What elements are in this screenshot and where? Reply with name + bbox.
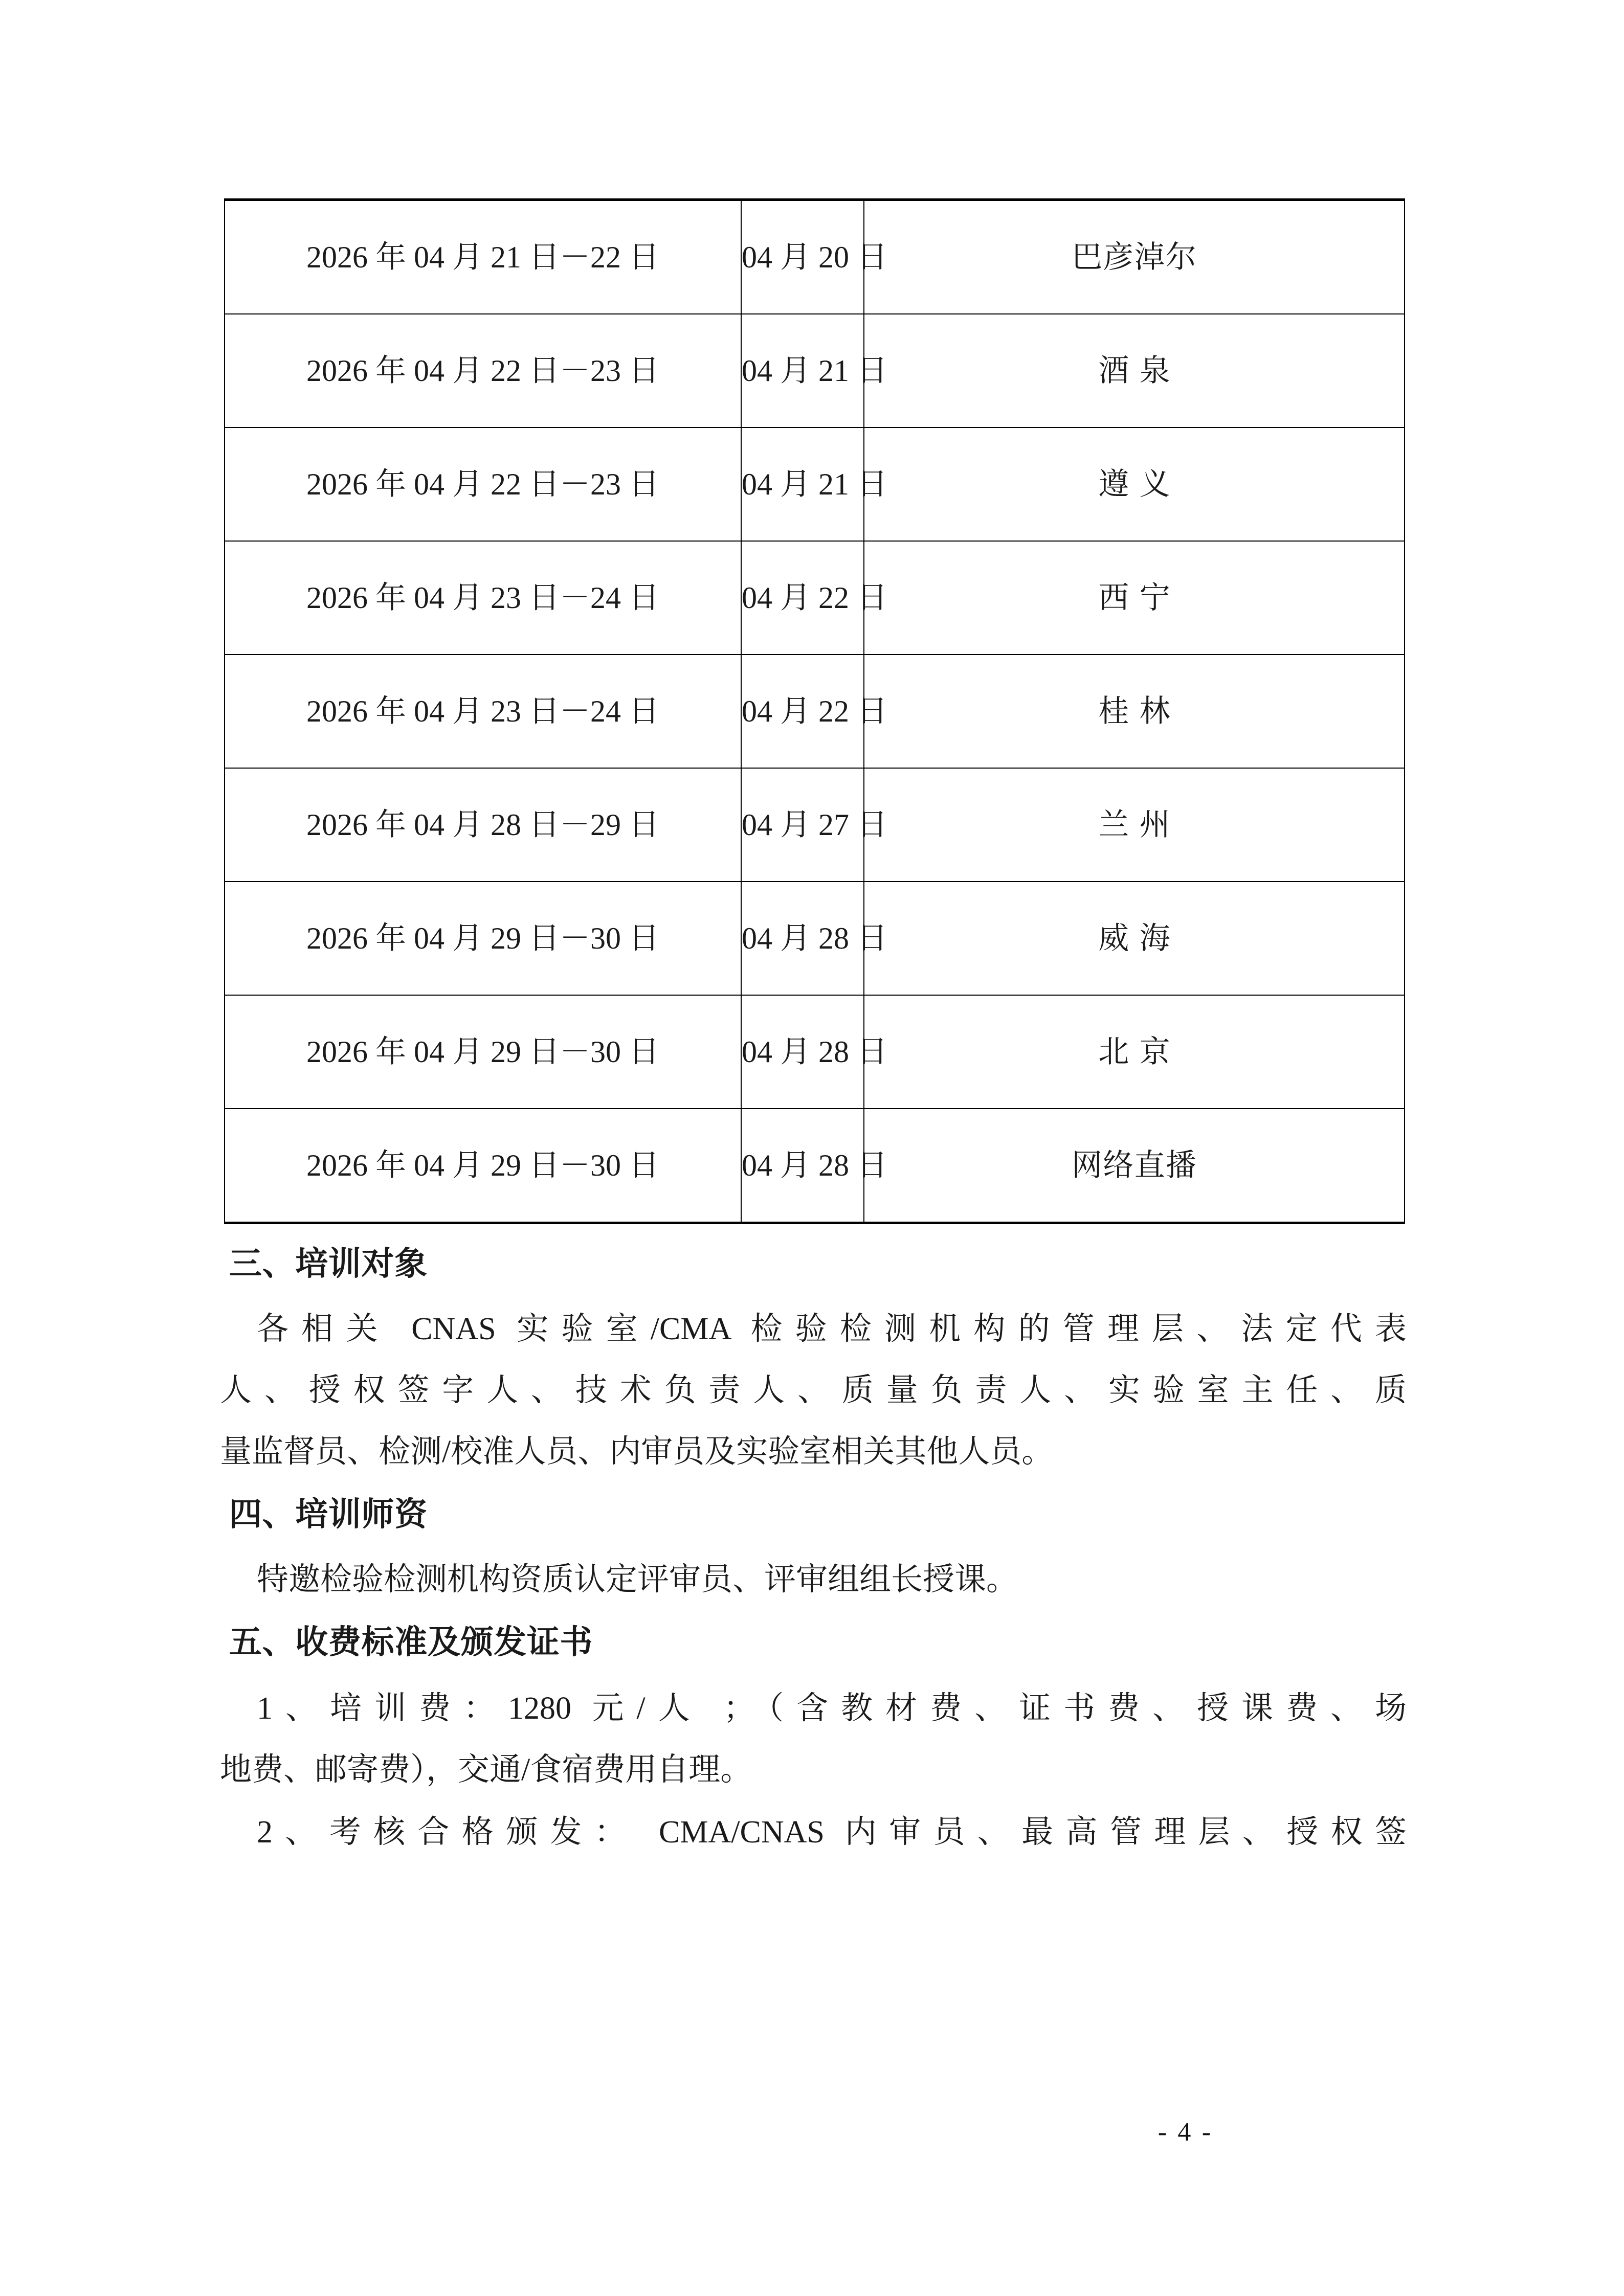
table-row	[225, 995, 1405, 1109]
cell-period: 2026 年 04 月 23 日－24 日	[225, 655, 741, 768]
cell-location: 西宁	[864, 541, 1405, 655]
cell-location: 网络直播	[864, 1109, 1405, 1223]
fees-item1-line-2: 地费、邮寄费），交通/食宿费用自理。	[220, 1752, 752, 1787]
cell-report-date: 04 月 21 日	[741, 427, 864, 541]
cell-report-date: 04 月 20 日	[741, 200, 864, 314]
cell-period: 2026 年 04 月 21 日－22 日	[225, 200, 741, 314]
section-heading-faculty: 四、培训师资	[229, 1496, 428, 1533]
faculty-paragraph-line-1: 特邀检验检测机构资质认定评审员、评审组组长授课。	[257, 1562, 1018, 1597]
table-row	[225, 768, 1405, 882]
cell-report-date: 04 月 28 日	[741, 1109, 864, 1223]
table-row	[225, 541, 1405, 655]
table-row	[225, 427, 1405, 541]
cell-period: 2026 年 04 月 29 日－30 日	[225, 1109, 741, 1223]
trainees-paragraph-line-3: 量监督员、检测/校准人员、内审员及实验室相关其他人员。	[220, 1434, 1054, 1469]
table-row	[225, 200, 1405, 314]
fees-item1-line-1: 1、培训费：1280 元/人 ；（含教材费、证书费、授课费、场	[257, 1691, 1407, 1726]
table-row	[225, 882, 1405, 995]
section-heading-trainees: 三、培训对象	[229, 1246, 428, 1282]
table-row	[225, 1109, 1405, 1223]
cell-period: 2026 年 04 月 22 日－23 日	[225, 314, 741, 427]
cell-period: 2026 年 04 月 29 日－30 日	[225, 882, 741, 995]
cell-location: 巴彦淖尔	[864, 200, 1405, 314]
cell-period: 2026 年 04 月 23 日－24 日	[225, 541, 741, 655]
table-row	[225, 655, 1405, 768]
page-number: - 4 -	[1158, 2118, 1213, 2147]
training-schedule-table	[224, 198, 1405, 1224]
trainees-paragraph-line-1: 各相关 CNAS 实验室/CMA 检验检测机构的管理层、法定代表	[257, 1312, 1407, 1346]
cell-report-date: 04 月 22 日	[741, 541, 864, 655]
cell-location: 北京	[864, 995, 1405, 1109]
cell-report-date: 04 月 28 日	[741, 995, 864, 1109]
cell-location: 威海	[864, 882, 1405, 995]
cell-location: 兰州	[864, 768, 1405, 882]
cell-report-date: 04 月 22 日	[741, 655, 864, 768]
cell-period: 2026 年 04 月 22 日－23 日	[225, 427, 741, 541]
cell-report-date: 04 月 27 日	[741, 768, 864, 882]
table-row	[225, 314, 1405, 427]
trainees-paragraph-line-2: 人、授权签字人、技术负责人、质量负责人、实验室主任、质	[220, 1373, 1407, 1408]
page-footer	[0, 2117, 1624, 2147]
cell-period: 2026 年 04 月 29 日－30 日	[225, 995, 741, 1109]
cell-location: 桂林	[864, 655, 1405, 768]
cell-report-date: 04 月 28 日	[741, 882, 864, 995]
cell-location: 遵义	[864, 427, 1405, 541]
cell-location: 酒泉	[864, 314, 1405, 427]
cell-period: 2026 年 04 月 28 日－29 日	[225, 768, 741, 882]
cell-report-date: 04 月 21 日	[741, 314, 864, 427]
section-heading-fees: 五、收费标准及颁发证书	[229, 1624, 593, 1660]
fees-item2-line-1: 2、考核合格颁发： CMA/CNAS 内审员、最高管理层、授权签	[257, 1815, 1407, 1850]
